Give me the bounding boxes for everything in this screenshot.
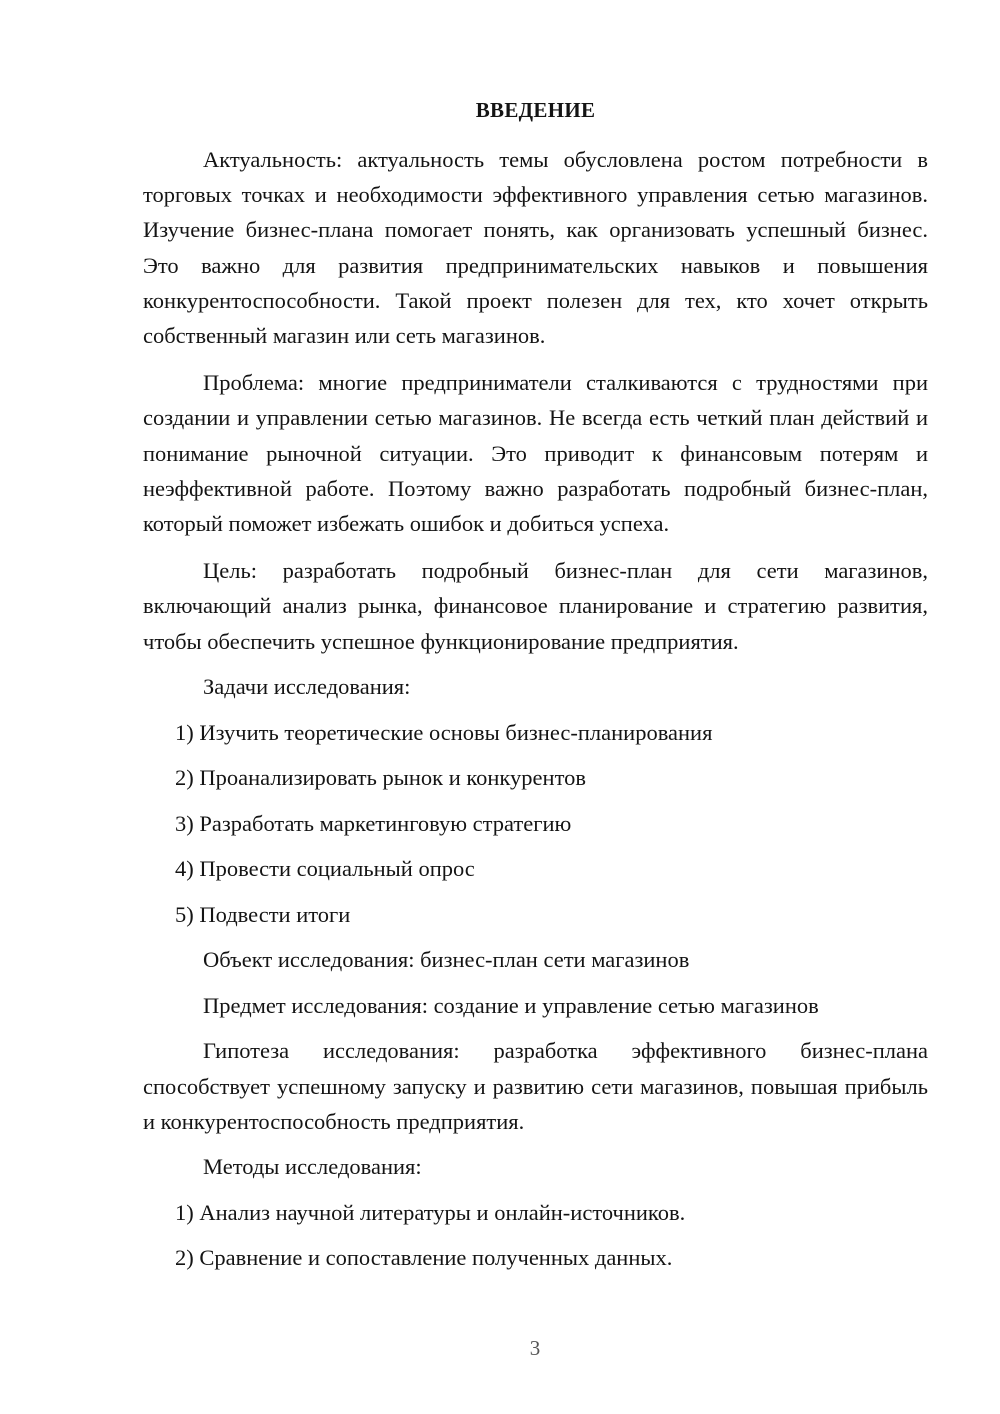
goal-paragraph: Цель: разработать подробный бизнес-план для сети магазинов, включающий анализ рынка, финансовое планирование и стратегию развития, чтобы обеспечить успешное функционирование предприятия. xyxy=(143,558,928,654)
research-subject: Предмет исследования: создание и управление сетью магазинов xyxy=(203,992,819,1018)
list-item: 4) Провести социальный опрос xyxy=(175,856,475,882)
relevance-paragraph: Актуальность: актуальность темы обусловлена ростом потребности в торговых точках и необходимости эффективного управления сетью магазинов. Изучение бизнес-плана помогает понять, как организовать успешный бизнес. Это важно для развития предпринимательских навыков и повышения конкурентоспособности. Такой проект полезен для тех, кто хочет открыть собственный магазин или сеть магазинов. xyxy=(143,147,928,349)
list-item: 2) Проанализировать рынок и конкурентов xyxy=(175,765,586,791)
tasks-heading: Задачи исследования: xyxy=(203,674,411,700)
hypothesis-paragraph: Гипотеза исследования: разработка эффективного бизнес-плана способствует успешному запуску и развитию сети магазинов, повышая прибыль и конкурентоспособность предприятия. xyxy=(143,1038,928,1134)
list-item: 5) Подвести итоги xyxy=(175,901,351,927)
list-item: 3) Разработать маркетинговую стратегию xyxy=(175,810,572,836)
list-item: 2) Сравнение и сопоставление полученных данных. xyxy=(175,1245,673,1271)
section-title: ВВЕДЕНИЕ xyxy=(475,98,596,122)
page-number: 3 xyxy=(529,1336,541,1360)
page-content xyxy=(143,93,928,1275)
methods-list xyxy=(143,1195,928,1276)
problem-paragraph: Проблема: многие предприниматели сталкиваются с трудностями при создании и управлении сетью магазинов. Не всегда есть четкий план действий и понимание рыночной ситуации. Это приводит к финансовым потерям и неэффективной работе. Поэтому важно разработать подробный бизнес-план, который поможет избежать ошибок и добиться успеха. xyxy=(143,370,928,537)
tasks-list xyxy=(143,715,928,932)
research-object: Объект исследования: бизнес-план сети магазинов xyxy=(203,947,690,973)
list-item: 1) Изучить теоретические основы бизнес-планирования xyxy=(175,719,713,745)
list-item: 1) Анализ научной литературы и онлайн-источников. xyxy=(175,1199,686,1225)
methods-heading: Методы исследования: xyxy=(203,1154,422,1180)
